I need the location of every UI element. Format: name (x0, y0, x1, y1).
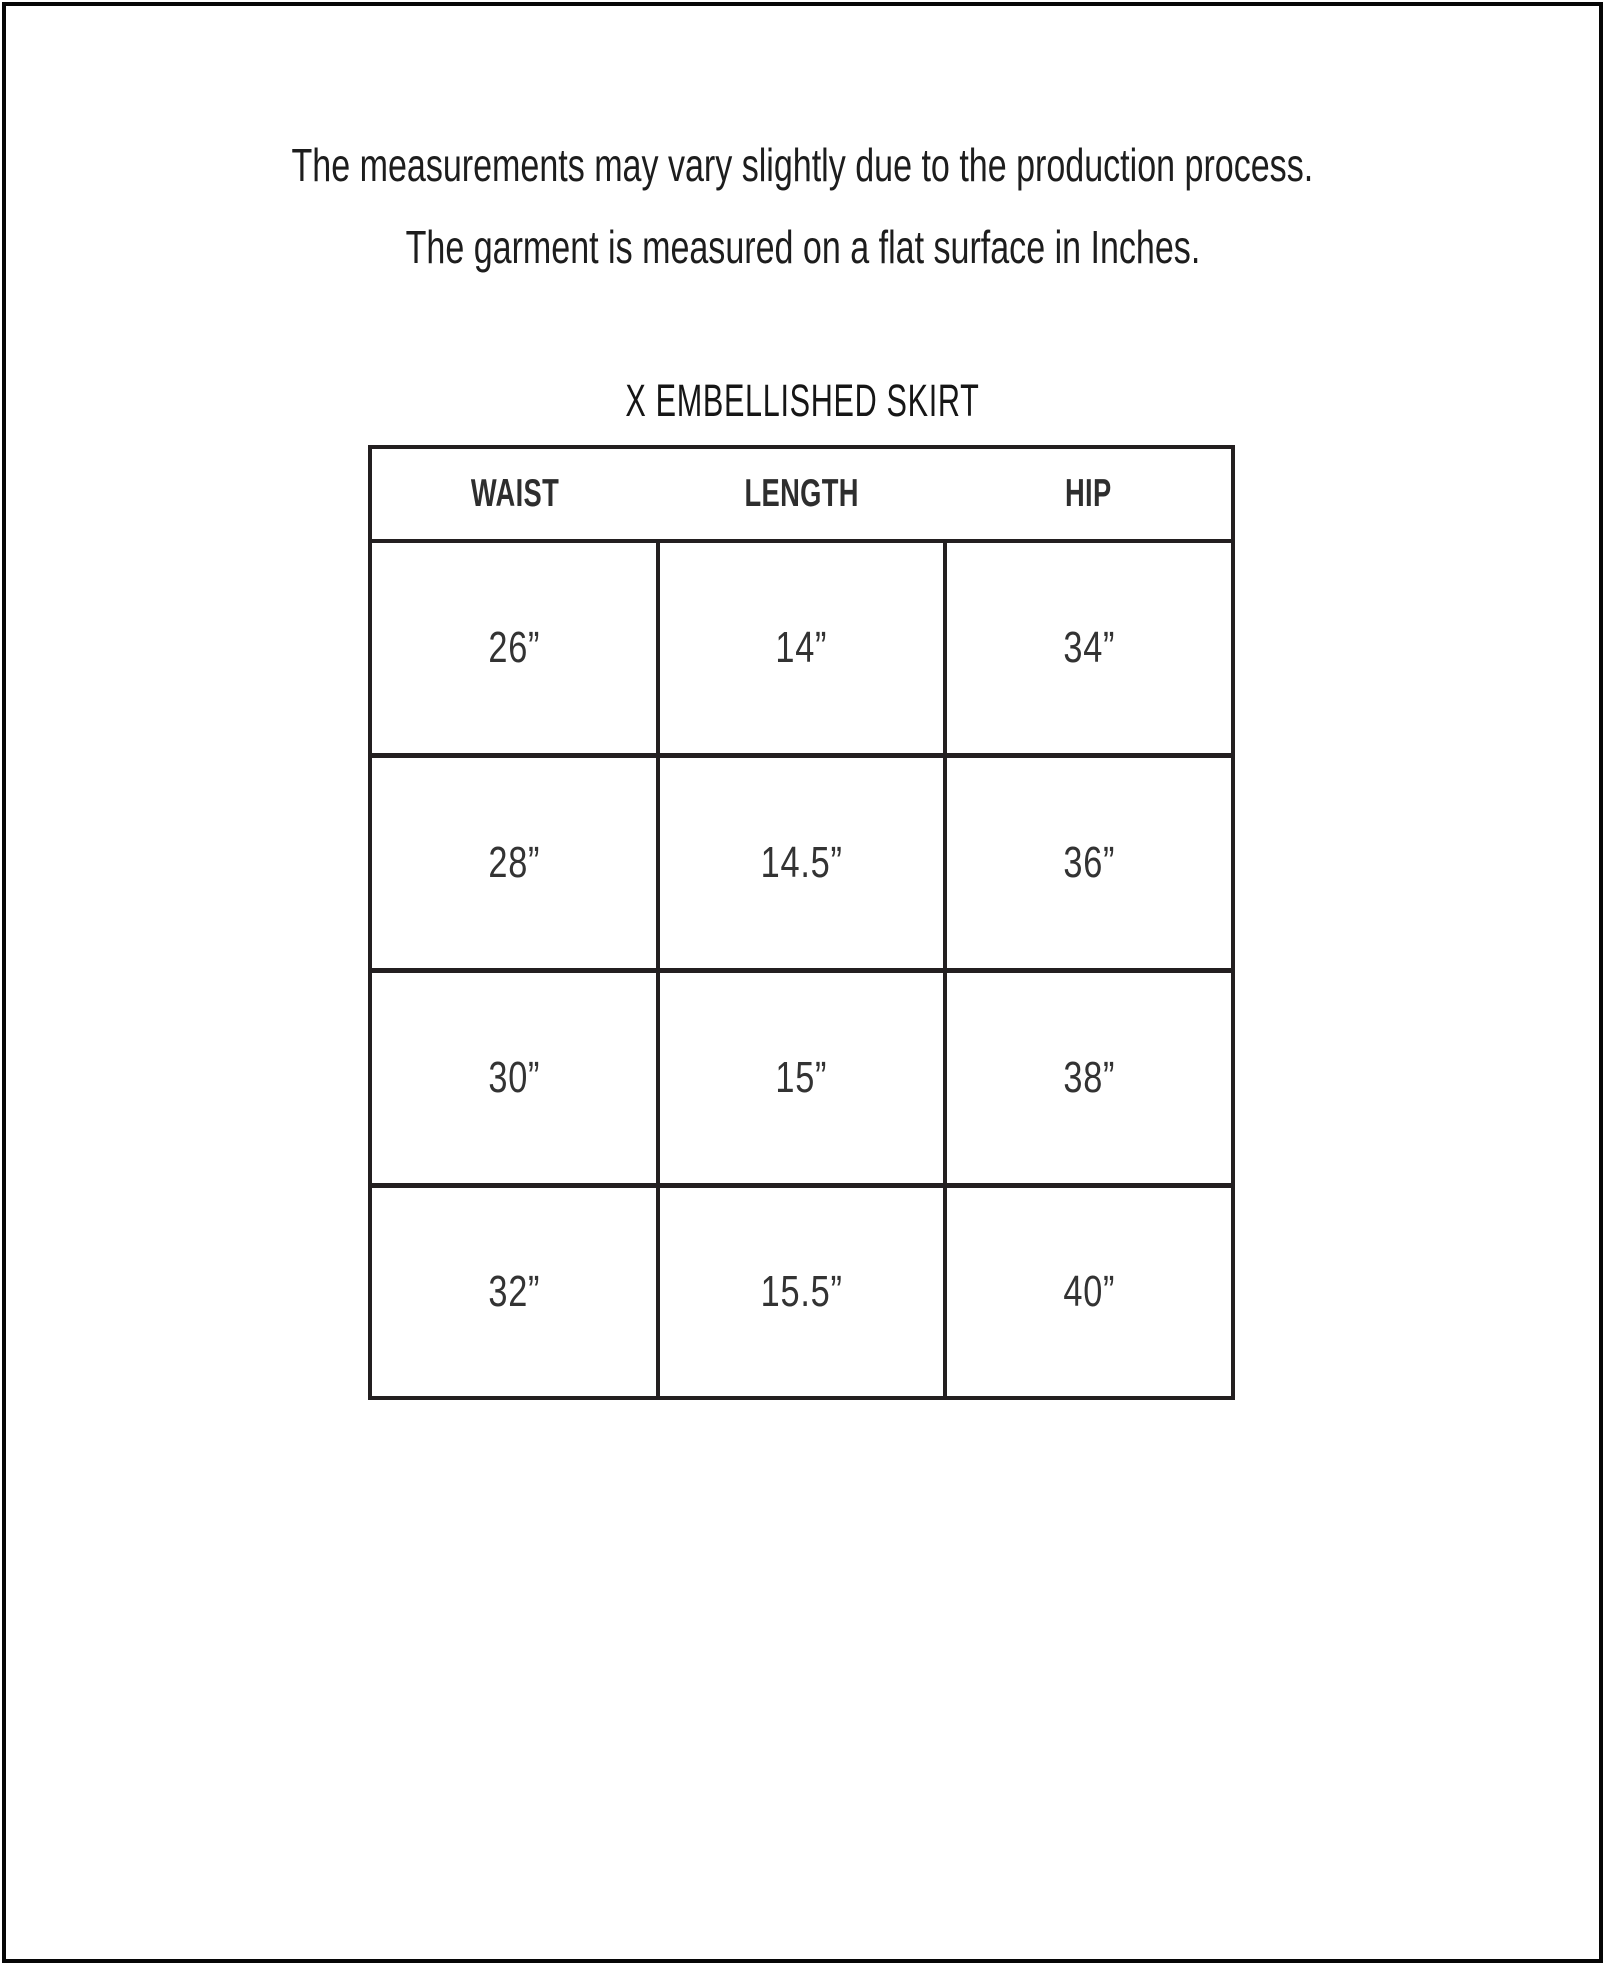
cell-value: 26” (487, 623, 540, 672)
cell-value: 15.5” (760, 1267, 843, 1316)
cell-value: 38” (1063, 1053, 1116, 1102)
cell-value: 28” (487, 838, 540, 887)
table-cell-waist (372, 973, 656, 1183)
table-cell-hip (947, 758, 1231, 968)
header-label-hip: HIP (1064, 472, 1112, 515)
intro-line-1-text: The measurements may vary slightly due to the production process. (291, 139, 1314, 191)
table-cell-length (656, 1188, 948, 1396)
table-cell-hip (947, 543, 1231, 753)
cell-value: 32” (487, 1267, 540, 1316)
cell-value: 36” (1063, 838, 1116, 887)
table-cell-waist (372, 758, 656, 968)
header-cell-waist (372, 449, 658, 539)
cell-value: 15” (775, 1053, 828, 1102)
table-cell-length (656, 543, 948, 753)
cell-value: 40” (1063, 1267, 1116, 1316)
header-cell-hip (945, 449, 1231, 539)
table-cell-waist (372, 1188, 656, 1396)
header-label-waist: WAIST (471, 472, 560, 515)
intro-line-2-text: The garment is measured on a flat surface in Inches. (405, 221, 1200, 273)
table-header-row (368, 445, 1235, 543)
cell-value: 30” (487, 1053, 540, 1102)
intro-line-2 (0, 212, 1605, 282)
table-cell-length (656, 973, 948, 1183)
cell-value: 14” (775, 623, 828, 672)
header-cell-length (658, 449, 944, 539)
size-chart-title (0, 366, 1605, 436)
table-cell-length (656, 758, 948, 968)
table-body (368, 539, 1235, 1400)
cell-value: 14.5” (760, 838, 843, 887)
table-row (372, 1188, 1231, 1396)
table-cell-hip (947, 973, 1231, 1183)
table-row (372, 973, 1231, 1188)
size-table (368, 445, 1235, 1400)
table-cell-waist (372, 543, 656, 753)
cell-value: 34” (1063, 623, 1116, 672)
table-row (372, 758, 1231, 973)
size-chart-title-text: X EMBELLISHED SKIRT (625, 375, 980, 426)
table-row (372, 543, 1231, 758)
table-cell-hip (947, 1188, 1231, 1396)
intro-line-1 (0, 130, 1605, 200)
header-label-length: LENGTH (744, 472, 859, 515)
